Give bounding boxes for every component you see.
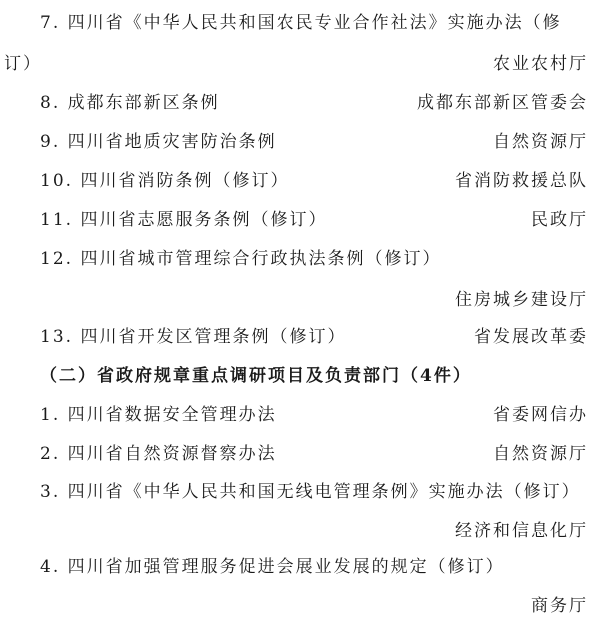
item-8-dept: 成都东部新区管委会 xyxy=(417,93,588,113)
reg-3-line xyxy=(0,479,600,505)
reg-4-line-2 xyxy=(0,593,600,619)
reg-4-dept: 商务厅 xyxy=(531,596,588,616)
item-10-dept: 省消防救援总队 xyxy=(455,171,588,191)
reg-2-title: 2. 四川省自然资源督察办法 xyxy=(40,444,277,464)
item-13-title: 13. 四川省开发区管理条例（修订） xyxy=(40,327,347,347)
item-8-title: 8. 成都东部新区条例 xyxy=(40,93,220,113)
item-12-line-2 xyxy=(0,287,600,313)
item-11-line xyxy=(0,207,600,233)
item-12-line xyxy=(0,246,600,272)
reg-4-line xyxy=(0,554,600,580)
reg-2-dept: 自然资源厅 xyxy=(493,444,588,464)
item-11-dept: 民政厅 xyxy=(531,210,588,230)
item-9-dept: 自然资源厅 xyxy=(493,132,588,152)
item-7-title-cont: 订） xyxy=(4,54,42,74)
item-13-dept: 省发展改革委 xyxy=(474,327,588,347)
item-11-title: 11. 四川省志愿服务条例（修订） xyxy=(40,210,328,230)
reg-3-dept: 经济和信息化厅 xyxy=(455,521,588,541)
item-8-line xyxy=(0,90,600,116)
reg-3-line-2 xyxy=(0,518,600,544)
item-7-line-2 xyxy=(0,51,600,77)
section-2-heading: （二）省政府规章重点调研项目及负责部门（4件） xyxy=(40,366,472,386)
reg-1-dept: 省委网信办 xyxy=(493,405,588,425)
item-12-title: 12. 四川省城市管理综合行政执法条例（修订） xyxy=(40,249,442,269)
item-10-title: 10. 四川省消防条例（修订） xyxy=(40,171,290,191)
item-10-line xyxy=(0,168,600,194)
reg-2-line xyxy=(0,441,600,467)
item-9-line xyxy=(0,129,600,155)
item-13-line xyxy=(0,324,600,350)
reg-4-title: 4. 四川省加强管理服务促进会展业发展的规定（修订） xyxy=(40,557,505,577)
reg-3-title: 3. 四川省《中华人民共和国无线电管理条例》实施办法（修订） xyxy=(40,482,581,502)
item-12-dept: 住房城乡建设厅 xyxy=(455,290,588,310)
item-7-title: 7. 四川省《中华人民共和国农民专业合作社法》实施办法（修 xyxy=(40,13,562,33)
reg-1-line xyxy=(0,402,600,428)
reg-1-title: 1. 四川省数据安全管理办法 xyxy=(40,405,277,425)
item-7-line xyxy=(0,10,600,36)
item-9-title: 9. 四川省地质灾害防治条例 xyxy=(40,132,277,152)
item-7-dept: 农业农村厅 xyxy=(493,54,588,74)
section-2-heading-line xyxy=(0,363,600,389)
